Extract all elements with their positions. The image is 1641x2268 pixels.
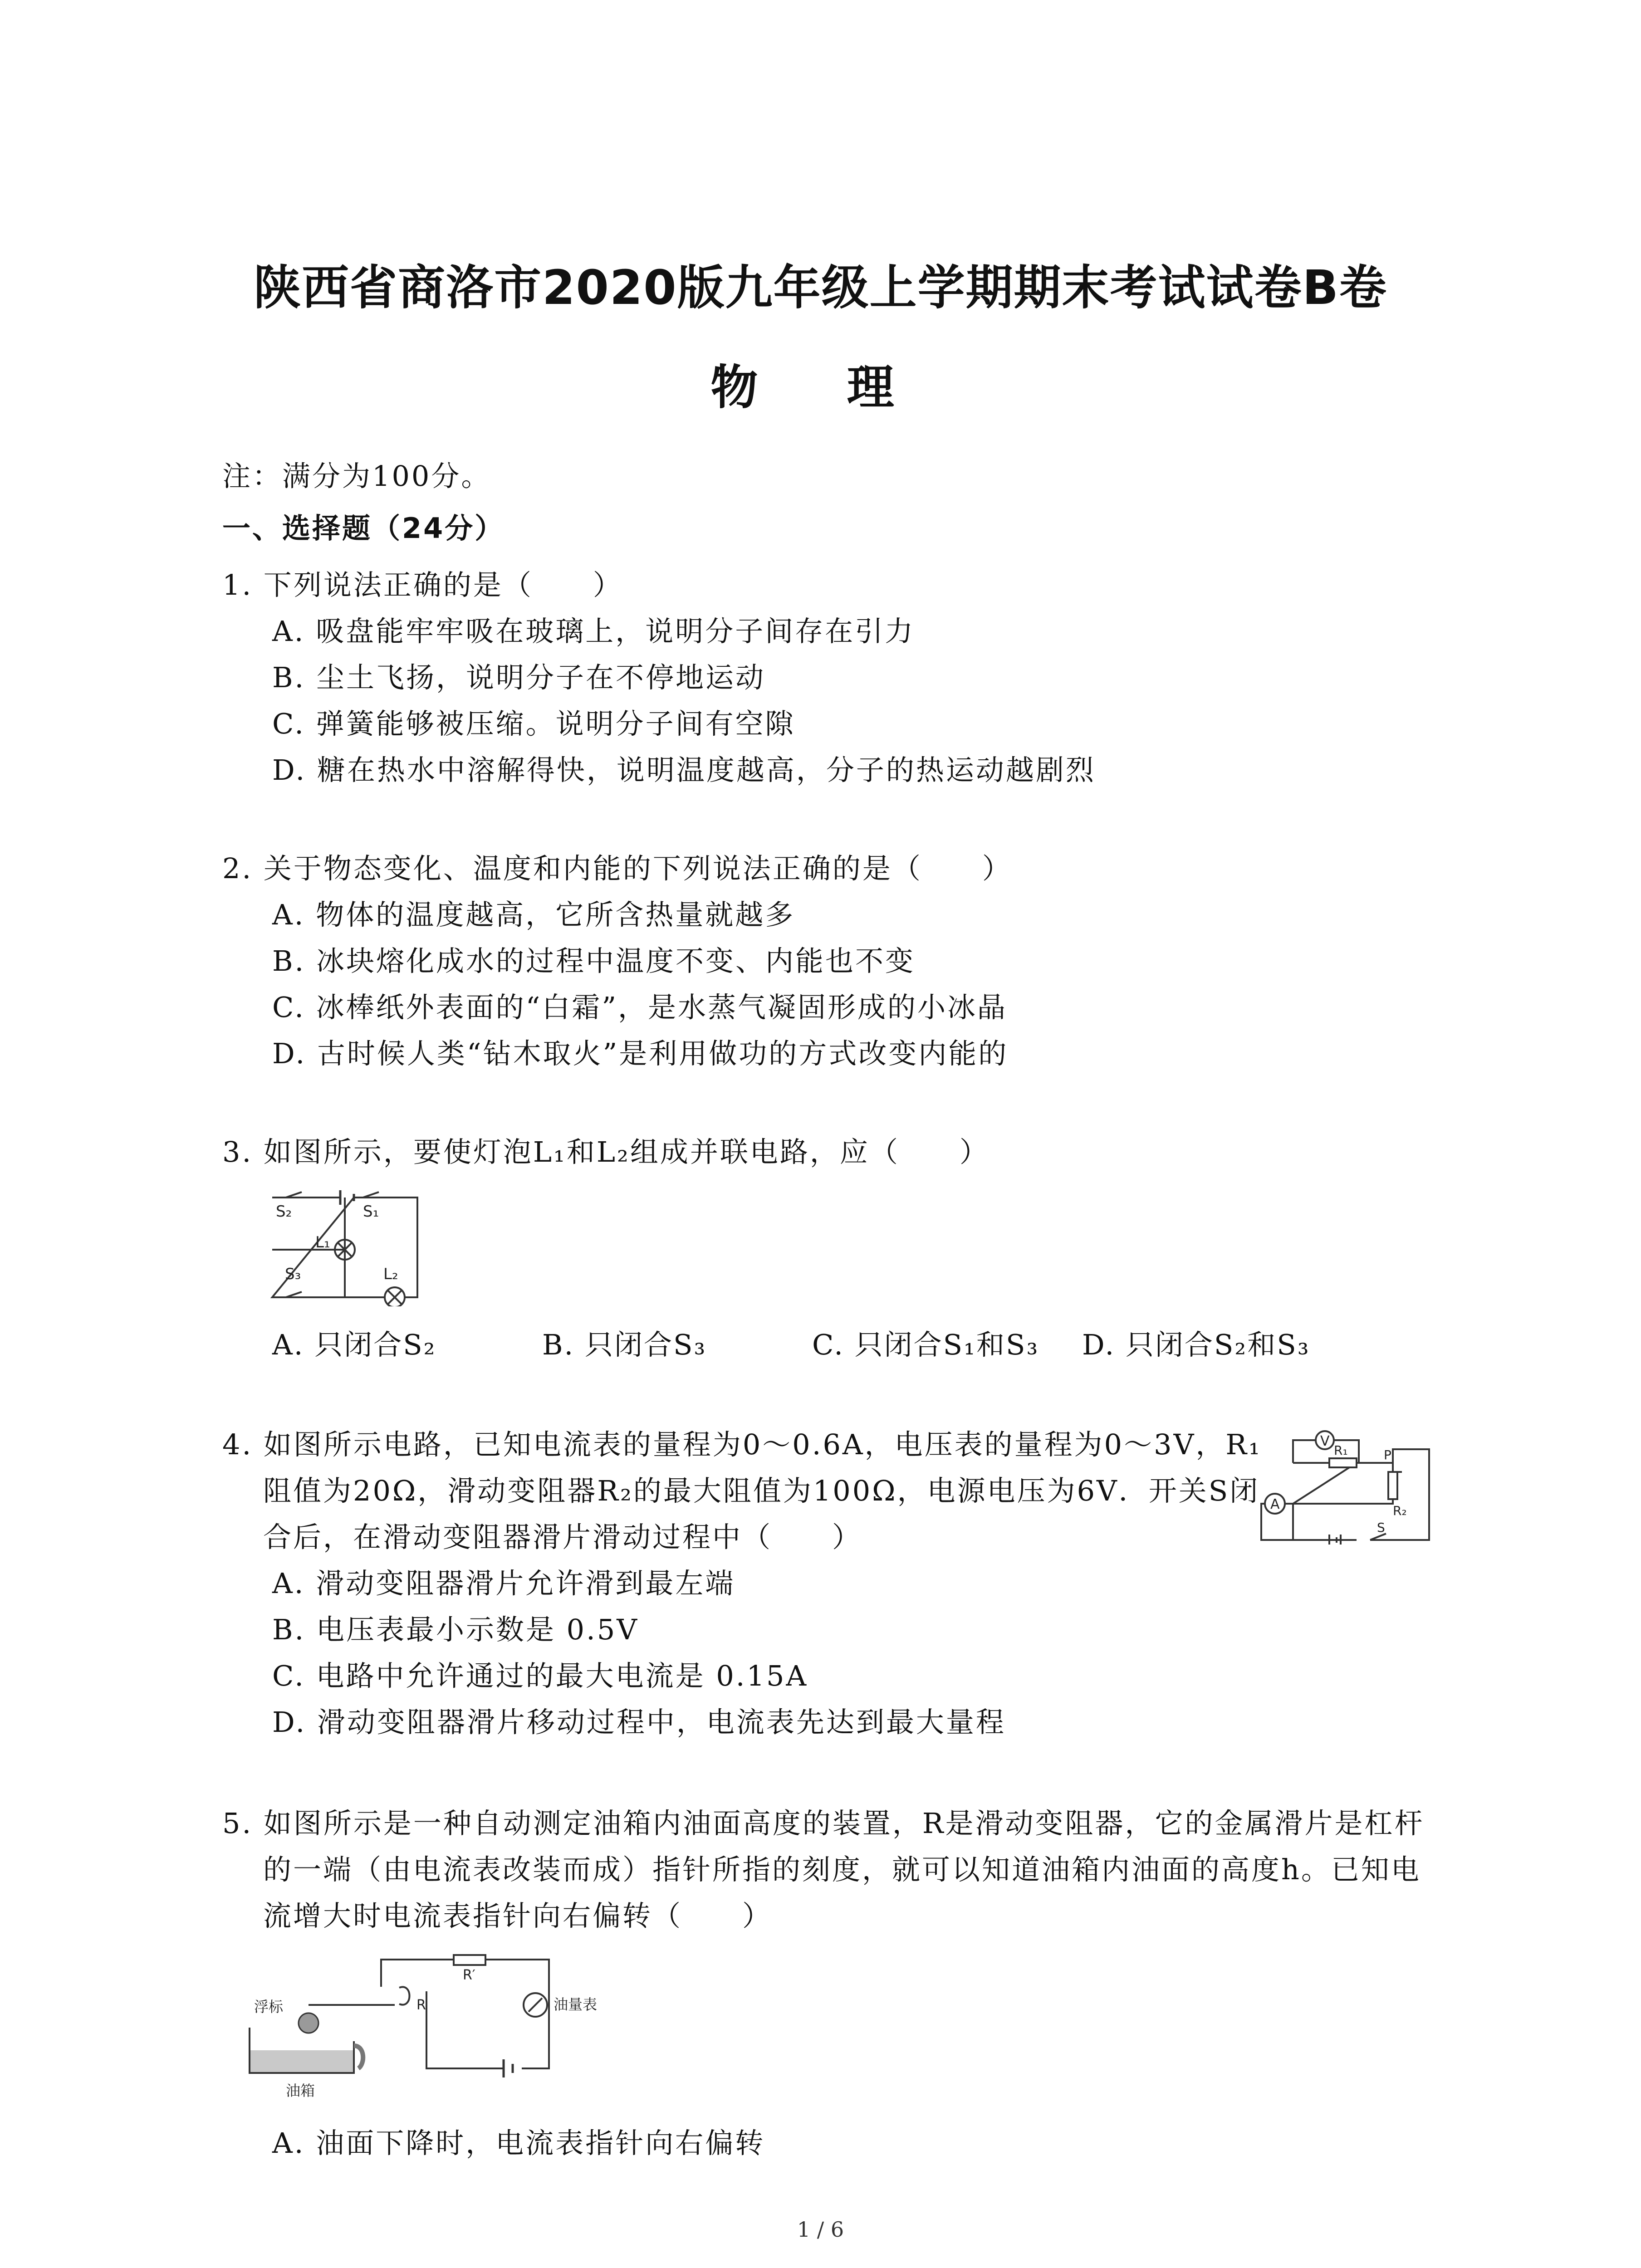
- question-5-oil-gauge-figure: [245, 1950, 608, 2114]
- question-3-circuit-figure: [268, 1188, 422, 1306]
- figure4-label-r1: R₁: [1334, 1443, 1348, 1458]
- question-2-option-c: C. 冰棒纸外表面的“白霜”，是水蒸气凝固形成的小冰晶: [272, 991, 1008, 1024]
- question-4-option-c: C. 电路中允许通过的最大电流是 0.15A: [272, 1659, 808, 1692]
- figure5-label-r-prime: R′: [463, 1967, 475, 1983]
- figure5-label-float: 浮标: [254, 1998, 284, 2015]
- subject-heading: 物 理: [710, 360, 931, 415]
- question-2-option-d: D. 古时候人类“钻木取火”是利用做功的方式改变内能的: [272, 1037, 1009, 1070]
- question-2-option-a: A. 物体的温度越高，它所含热量就越多: [272, 898, 795, 931]
- page-number: 1 / 6: [797, 2217, 844, 2242]
- question-2-option-b: B. 冰块熔化成水的过程中温度不变、内能也不变: [272, 944, 915, 978]
- question-3-option-a: A. 只闭合S₂: [272, 1328, 436, 1361]
- question-4-option-d: D. 滑动变阻器滑片移动过程中，电流表先达到最大量程: [272, 1706, 1006, 1739]
- question-4-option-a: A. 滑动变阻器滑片允许滑到最左端: [272, 1567, 735, 1600]
- question-5-option-a: A. 油面下降时，电流表指针向右偏转: [272, 2126, 765, 2160]
- exam-note: 注：满分为100分。: [222, 459, 491, 493]
- question-5-stem-line-3: 流增大时电流表指针向右偏转（ ）: [263, 1899, 773, 1932]
- question-3-option-c: C. 只闭合S₁和S₃: [812, 1328, 1039, 1361]
- figure3-label-l2: L₂: [383, 1265, 398, 1283]
- figure4-label-v: V: [1320, 1433, 1330, 1449]
- figure3-label-l1: L₁: [315, 1233, 330, 1251]
- question-1-option-b: B. 尘土飞扬，说明分子在不停地运动: [272, 661, 765, 694]
- figure4-label-a: A: [1270, 1496, 1280, 1512]
- question-2-stem: 2. 关于物态变化、温度和内能的下列说法正确的是（ ）: [222, 852, 1012, 885]
- figure3-label-s3: S₃: [285, 1265, 301, 1283]
- question-4-option-b: B. 电压表最小示数是 0.5V: [272, 1613, 639, 1646]
- exam-title: 陕西省商洛市2020版九年级上学期期末考试试卷B卷: [254, 260, 1387, 315]
- question-5-stem-line-1: 5. 如图所示是一种自动测定油箱内油面高度的装置，R是滑动变阻器，它的金属滑片是杠杆: [222, 1807, 1425, 1840]
- question-4-stem-line-1: 4. 如图所示电路，已知电流表的量程为0～0.6A，电压表的量程为0～3V，R₁: [222, 1428, 1262, 1461]
- question-3-option-b: B. 只闭合S₃: [542, 1328, 707, 1361]
- question-3-option-d: D. 只闭合S₂和S₃: [1082, 1328, 1310, 1361]
- figure4-label-p: P: [1384, 1447, 1391, 1462]
- figure3-label-s1: S₁: [363, 1202, 379, 1221]
- figure5-label-r: R: [416, 1997, 426, 2013]
- question-5-stem-line-2: 的一端（由电流表改装而成）指针所指的刻度，就可以知道油箱内油面的高度h。已知电: [263, 1853, 1421, 1886]
- question-1-option-c: C. 弹簧能够被压缩。说明分子间有空隙: [272, 707, 795, 740]
- question-4-stem-line-3: 合后，在滑动变阻器滑片滑动过程中（ ）: [263, 1520, 862, 1554]
- section-heading: 一、选择题（24分）: [222, 512, 505, 545]
- question-4-stem-line-2: 阻值为20Ω，滑动变阻器R₂的最大阻值为100Ω，电源电压为6V．开关S闭: [263, 1474, 1260, 1507]
- question-1-stem: 1. 下列说法正确的是（ ）: [222, 568, 623, 601]
- figure4-label-r2: R₂: [1393, 1503, 1407, 1518]
- question-3-stem: 3. 如图所示，要使灯泡L₁和L₂组成并联电路，应（ ）: [222, 1135, 989, 1168]
- question-1-option-a: A. 吸盘能牢牢吸在玻璃上，说明分子间存在引力: [272, 615, 915, 648]
- figure4-label-s: S: [1377, 1520, 1385, 1535]
- figure5-label-tank: 油箱: [286, 2082, 315, 2099]
- figure5-label-gauge: 油量表: [554, 1996, 598, 2013]
- figure3-label-s2: S₂: [276, 1202, 292, 1221]
- question-4-circuit-figure: [1257, 1413, 1447, 1545]
- question-1-option-d: D. 糖在热水中溶解得快，说明温度越高，分子的热运动越剧烈: [272, 753, 1096, 787]
